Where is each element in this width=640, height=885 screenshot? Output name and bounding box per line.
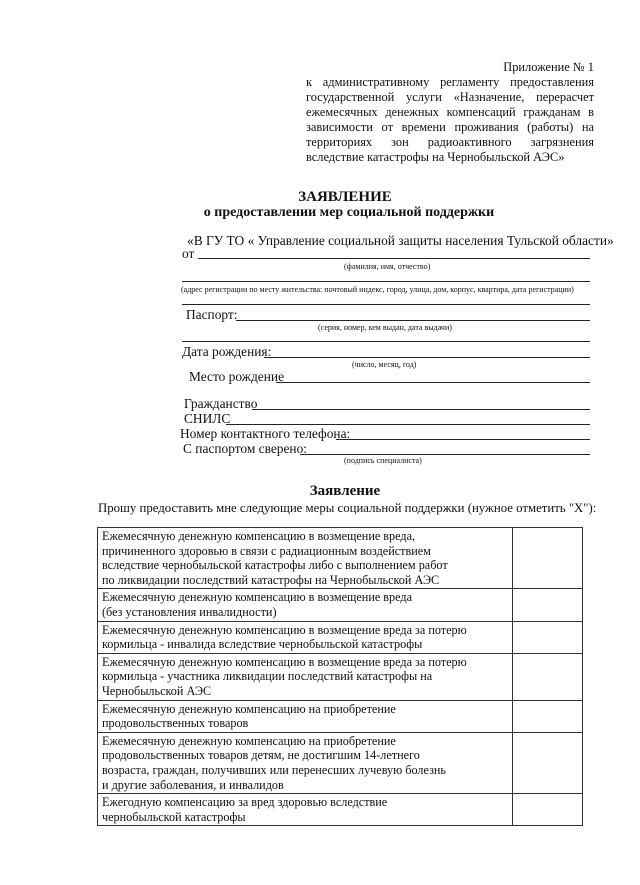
verified-label: С паспортом сверено: [183, 441, 308, 456]
passport-field-line-2[interactable] [182, 341, 590, 342]
measure-line: продовольственных товаров [102, 716, 249, 731]
measure-line: и другие заболевания, и инвалидов [102, 777, 284, 792]
passport-caption: (серия, номер, кем выдан, дата выдачи) [318, 323, 452, 332]
measure-line: Ежемесячную денежную компенсацию на приобретение [102, 733, 396, 748]
recipient-text: «В ГУ ТО « Управление социальной защиты населения Тульской области» [187, 233, 614, 248]
table-row [98, 700, 583, 732]
measure-checkbox[interactable] [513, 794, 583, 826]
birthdate-caption: (число, месяц, год) [352, 360, 417, 369]
measure-text [98, 794, 513, 826]
table-row [98, 528, 583, 589]
measure-line: Ежемесячную денежную компенсацию в возмещение вреда за потерю [102, 622, 467, 637]
appendix-line: ежемесячных денежных компенсаций гражданам в [306, 105, 594, 119]
measure-text [98, 589, 513, 621]
table-row [98, 732, 583, 793]
measure-line: Ежемесячную денежную компенсацию на приобретение [102, 701, 396, 716]
verified-caption: (подпись специалиста) [344, 456, 422, 465]
appendix-line: территориях зон радиоактивного загрязнения [306, 135, 594, 149]
table-row [98, 794, 583, 826]
measure-line: чернобыльской катастрофы [102, 809, 246, 824]
measure-line: Ежемесячную денежную компенсацию в возмещение вреда [102, 590, 413, 605]
from-field-line[interactable] [198, 258, 590, 259]
measure-checkbox[interactable] [513, 700, 583, 732]
measure-text [98, 700, 513, 732]
phone-label: Номер контактного телефона: [180, 426, 351, 441]
measure-line: причиненного здоровью в связи с радиационным воздействием [102, 543, 431, 558]
appendix-line: зависимости от времени проживания (работы) на [306, 120, 594, 134]
measure-checkbox[interactable] [513, 589, 583, 621]
address-caption: (адрес регистрации по месту жительства: почтовый индекс, город, улица, дом, корпус, квартира, дата регистрации) [181, 285, 574, 294]
birthplace-field-line[interactable] [276, 382, 590, 383]
address-field-line[interactable] [182, 281, 590, 282]
measure-checkbox[interactable] [513, 528, 583, 589]
address-field-line-2[interactable] [182, 304, 590, 305]
snils-field-line[interactable] [226, 424, 590, 425]
measure-line: по ликвидации последствий катастрофы на Чернобыльской АЭС [102, 572, 440, 587]
measure-checkbox[interactable] [513, 653, 583, 700]
measure-line: Ежегодную компенсацию за вред здоровью вследствие [102, 795, 388, 810]
appendix-header [306, 60, 594, 165]
table-row [98, 653, 583, 700]
citizenship-label: Гражданство [184, 396, 258, 411]
from-caption: (фамилия, имя, отчество) [344, 262, 431, 271]
statement-intro: Прошу предоставить мне следующие меры социальной поддержки (нужное отметить "Х"): [98, 501, 597, 515]
measure-text [98, 653, 513, 700]
table-row [98, 589, 583, 621]
measure-text [98, 528, 513, 589]
measure-line: Чернобыльской АЭС [102, 683, 212, 698]
from-label: от [182, 246, 195, 261]
appendix-number: Приложение № 1 [503, 60, 594, 74]
measure-line: кормильца - участника ликвидации последствий катастрофы на [102, 669, 433, 684]
measure-text [98, 621, 513, 653]
measure-line: возраста, граждан, получивших или перенесших лучевую болезнь [102, 762, 446, 777]
statement-title: Заявление [309, 483, 381, 499]
snils-label: СНИЛС [184, 411, 231, 426]
measure-line: Ежемесячную денежную компенсацию в возмещение вреда, [102, 529, 416, 543]
document-title: ЗАЯВЛЕНИЕ [298, 189, 392, 205]
appendix-line: государственной услуги «Назначение, перерасчет [306, 90, 594, 104]
birthplace-label: Место рождение [189, 369, 285, 384]
measure-checkbox[interactable] [513, 621, 583, 653]
measure-line: (без установления инвалидности) [102, 604, 277, 619]
appendix-line: к административному регламенту предоставления [306, 75, 594, 89]
measure-text [98, 732, 513, 793]
birthdate-field-line[interactable] [264, 357, 590, 358]
measure-line: Ежемесячную денежную компенсацию в возмещение вреда за потерю [102, 654, 467, 669]
measure-line: вследствие чернобыльской катастрофы либо с выполнением работ [102, 558, 448, 573]
phone-field-line[interactable] [336, 439, 590, 440]
passport-field-line[interactable] [236, 320, 590, 321]
measures-table [97, 527, 583, 826]
verified-field-line[interactable] [300, 454, 590, 455]
measure-checkbox[interactable] [513, 732, 583, 793]
document-subtitle: о предоставлении мер социальной поддержки [203, 205, 495, 220]
measure-line: продовольственных товаров детям, не достигшим 14-летнего [102, 748, 420, 763]
passport-label: Паспорт: [186, 307, 238, 322]
birthdate-label: Дата рождения: [182, 344, 272, 359]
citizenship-field-line[interactable] [252, 409, 590, 410]
measure-line: кормильца - инвалида вследствие чернобыльской катастрофы [102, 637, 423, 652]
appendix-line: вследствие катастрофы на Чернобыльской АЭС» [306, 150, 565, 164]
table-row [98, 621, 583, 653]
